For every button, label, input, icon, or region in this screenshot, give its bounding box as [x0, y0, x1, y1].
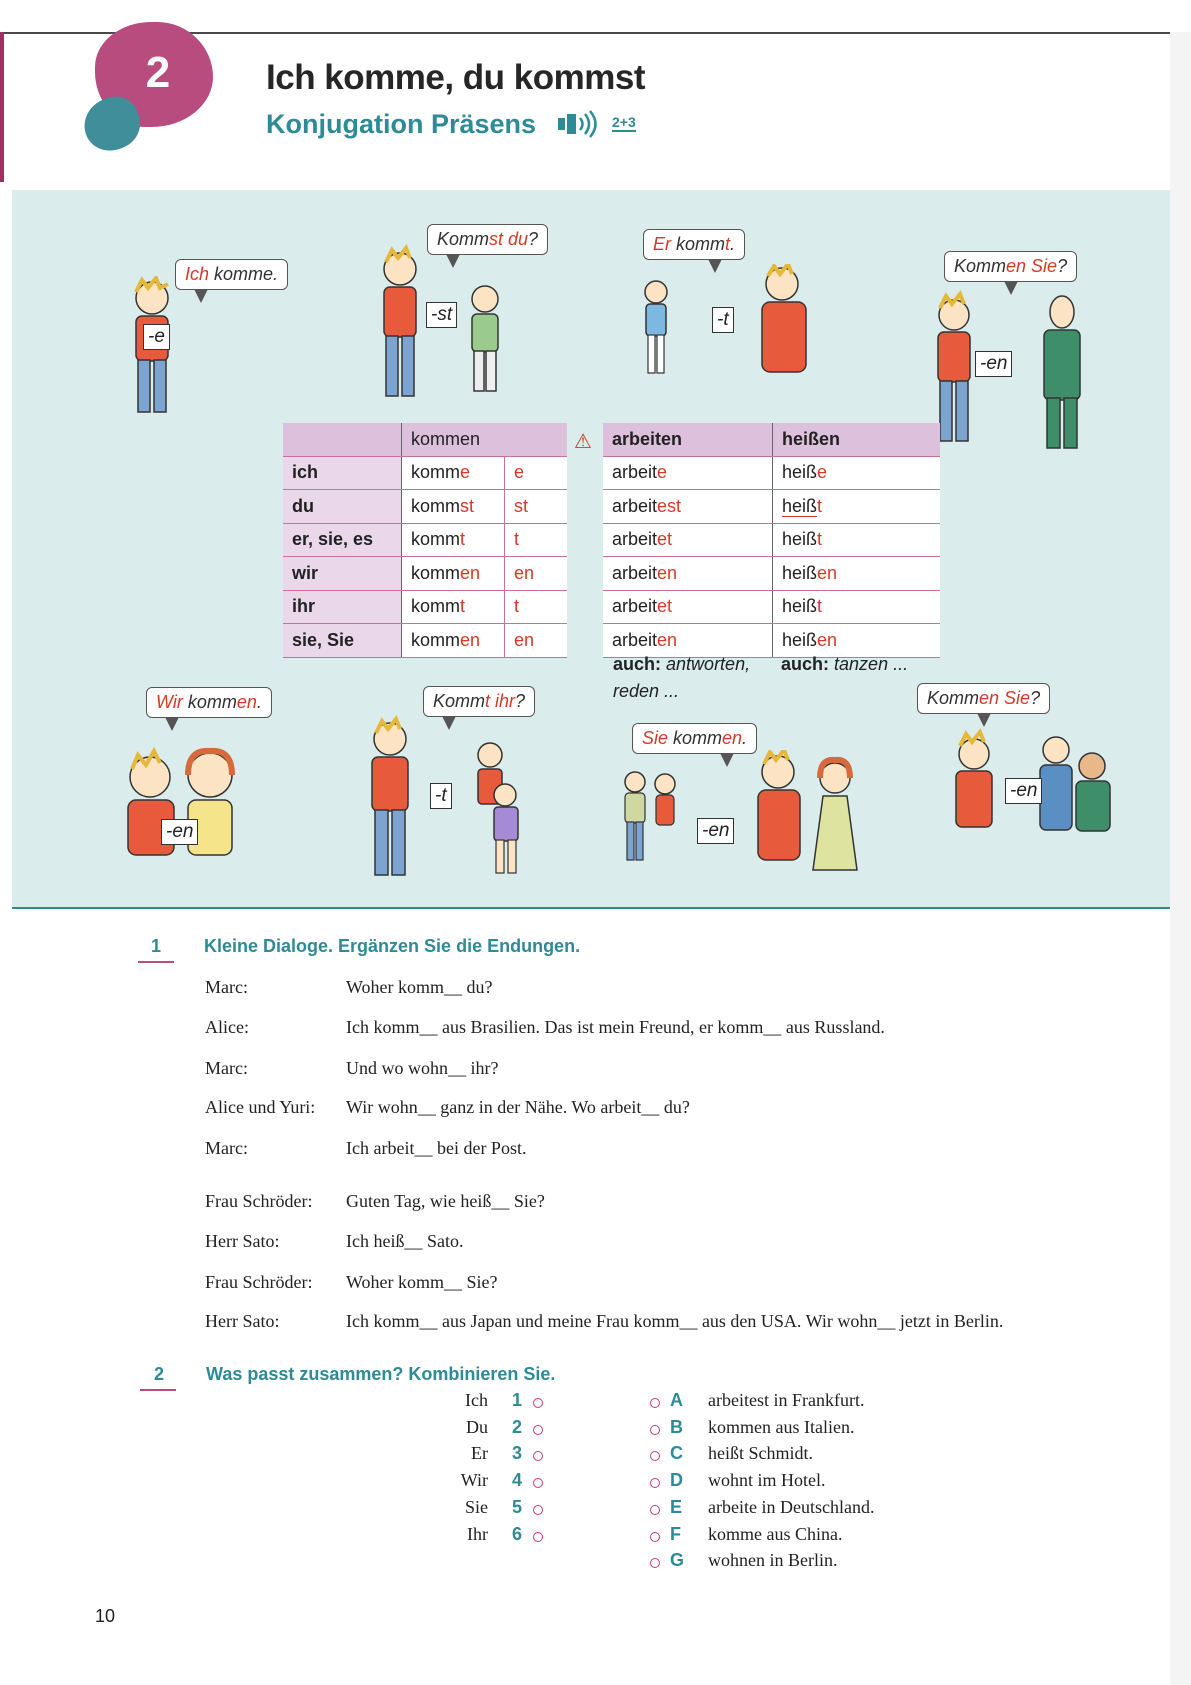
exercise-title: Kleine Dialoge. Ergänzen Sie die Endungen. — [204, 936, 581, 956]
verb-cell — [773, 590, 941, 624]
bubble-red-text: Wir — [156, 692, 183, 712]
pronoun-cell: ich — [283, 456, 402, 490]
match-number: 6 — [512, 1524, 523, 1544]
verb-ending: en — [460, 562, 481, 583]
match-letter: A — [670, 1390, 683, 1410]
match-pronoun: Ich — [465, 1390, 488, 1410]
match-phrase: heißt Schmidt. — [708, 1443, 813, 1463]
match-letter: F — [670, 1524, 681, 1544]
verb-cell — [402, 456, 505, 490]
boy-and-girl-figure — [118, 745, 248, 865]
verb-stem: heiß — [782, 596, 818, 617]
page-subtitle: Konjugation Präsens — [266, 109, 537, 139]
ending-card: -st — [426, 302, 457, 328]
verb-ending: t — [817, 596, 823, 617]
pronoun-cell: ihr — [283, 590, 402, 624]
bubble-text: Komm — [954, 256, 1007, 276]
auch-label: auch: — [613, 654, 662, 674]
verb-ending: e — [460, 462, 471, 483]
warning-icon: ⚠ — [574, 431, 592, 453]
pronoun-cell: er, sie, es — [283, 523, 402, 557]
dialogue-speaker: Herr Sato: — [205, 1231, 280, 1251]
dialogue-speaker: Frau Schröder: — [205, 1191, 313, 1211]
auch-note-arbeiten — [613, 651, 750, 705]
exercise-underline — [138, 961, 174, 963]
dialogue-line[interactable]: Ich komm__ aus Japan und meine Frau komm__ aus den USA. Wir wohn__ jetzt in Berlin. — [346, 1311, 1004, 1331]
match-connector-dot[interactable] — [533, 1425, 543, 1435]
match-connector-dot[interactable] — [533, 1532, 543, 1542]
dialogue-line[interactable]: Guten Tag, wie heiß__ Sie? — [346, 1191, 545, 1211]
verb-cell — [603, 523, 773, 557]
table-header-row — [283, 423, 567, 456]
dialogue-speaker: Alice und Yuri: — [205, 1097, 316, 1117]
speech-bubble — [917, 683, 1050, 714]
verb-cell — [773, 490, 941, 524]
ending-cell: t — [505, 523, 568, 557]
verb-ending: e — [657, 462, 668, 483]
table-row — [283, 624, 567, 658]
bubble-red-text: t ihr — [485, 691, 516, 711]
verb-ending: en — [817, 562, 838, 583]
speech-bubble — [944, 251, 1077, 282]
dialogue-speaker: Alice: — [205, 1017, 249, 1037]
ending-card: -en — [1005, 778, 1042, 804]
table-header-row — [603, 423, 940, 456]
ending-cell: st — [505, 490, 568, 524]
table-cell — [283, 423, 402, 456]
match-connector-dot[interactable] — [650, 1558, 660, 1568]
table-header-arbeiten: arbeiten — [603, 423, 773, 456]
bubble-text: Komm — [433, 691, 486, 711]
match-phrase: arbeitest in Frankfurt. — [708, 1390, 865, 1410]
bubble-text: komm — [668, 728, 723, 748]
verb-stem: heiß — [782, 462, 818, 483]
verb-stem: komm — [411, 495, 460, 516]
bubble-text: komm — [671, 234, 725, 254]
exercise-number: 2 — [154, 1364, 165, 1384]
bubble-red-text: st du — [489, 229, 529, 249]
verb-ending: et — [657, 596, 673, 617]
match-connector-dot[interactable] — [650, 1398, 660, 1408]
match-connector-dot[interactable] — [533, 1478, 543, 1488]
verb-cell — [773, 557, 941, 591]
bubble-text: . — [256, 692, 262, 712]
verb-stem: komm — [411, 529, 460, 550]
bubble-text: Komm — [927, 688, 980, 708]
dialogue-line[interactable]: Und wo wohn__ ihr? — [346, 1058, 499, 1078]
ending-card: -t — [712, 307, 734, 333]
match-letter: G — [670, 1550, 685, 1570]
bubble-red-text: Sie — [642, 728, 669, 748]
verb-cell — [402, 590, 505, 624]
ending-card: -en — [161, 819, 198, 845]
panel-divider — [12, 907, 1170, 909]
verb-ending: et — [657, 529, 673, 550]
bubble-text: komme. — [209, 264, 279, 284]
table-header-heissen: heißen — [773, 423, 941, 456]
table-row — [603, 557, 940, 591]
verb-cell — [402, 490, 505, 524]
table-row — [283, 557, 567, 591]
bubble-text: . — [742, 728, 748, 748]
audio-speaker-icon[interactable] — [556, 110, 604, 138]
verb-stem: heiß — [782, 629, 818, 650]
verb-stem: heiß — [782, 495, 818, 516]
audio-track-number[interactable]: 2+3 — [612, 114, 636, 130]
page-title: Ich komme, du kommst — [266, 58, 645, 97]
exercise-number: 1 — [151, 936, 162, 956]
verb-cell — [402, 557, 505, 591]
ending-cell: e — [505, 456, 568, 490]
table-row — [283, 456, 567, 490]
ending-cell: en — [505, 557, 568, 591]
dialogue-speaker: Frau Schröder: — [205, 1272, 313, 1292]
verb-ending: t — [817, 529, 823, 550]
table-row — [603, 490, 940, 524]
page-right-edge — [1170, 32, 1191, 1685]
match-letter: E — [670, 1497, 683, 1517]
auch-verb: reden ... — [613, 681, 680, 701]
boy-figure — [112, 276, 192, 426]
page-left-edge — [0, 32, 4, 182]
verb-stem: arbeit — [612, 462, 658, 483]
match-phrase: komme aus China. — [708, 1524, 843, 1544]
bubble-text: ? — [528, 229, 539, 249]
dialogue-speaker: Marc: — [205, 977, 248, 997]
match-phrase: kommen aus Italien. — [708, 1417, 855, 1437]
verb-cell — [773, 523, 941, 557]
pronoun-cell: du — [283, 490, 402, 524]
bubble-text: ? — [1030, 688, 1041, 708]
dialogue-line[interactable]: Woher komm__ du? — [346, 977, 493, 997]
dialogue-speaker: Marc: — [205, 1058, 248, 1078]
verb-ending: en — [460, 629, 481, 650]
verb-stem: arbeit — [612, 495, 658, 516]
dialogue-line[interactable]: Wir wohn__ ganz in der Nähe. Wo arbeit__ du? — [346, 1097, 690, 1117]
chapter-number: 2 — [145, 48, 171, 97]
verb-ending: en — [657, 629, 678, 650]
pronoun-cell: wir — [283, 557, 402, 591]
verb-ending: t — [460, 596, 466, 617]
page-number: 10 — [95, 1606, 116, 1626]
match-connector-dot[interactable] — [533, 1398, 543, 1408]
dialogue-line[interactable]: Ich arbeit__ bei der Post. — [346, 1138, 527, 1158]
match-letter: D — [670, 1470, 683, 1490]
group-figure — [615, 750, 865, 880]
verb-ending: est — [657, 495, 682, 516]
bubble-text: ? — [515, 691, 526, 711]
match-connector-dot[interactable] — [650, 1425, 660, 1435]
match-number: 1 — [512, 1390, 523, 1410]
verb-stem: arbeit — [612, 629, 658, 650]
verb-stem: arbeit — [612, 562, 658, 583]
verb-cell — [603, 456, 773, 490]
verb-stem: komm — [411, 562, 460, 583]
exercise-title: Was passt zusammen? Kombinieren Sie. — [206, 1364, 556, 1384]
verb-stem: komm — [411, 462, 460, 483]
match-number: 3 — [512, 1443, 523, 1463]
match-connector-dot[interactable] — [650, 1478, 660, 1488]
bubble-red-text: Er — [653, 234, 671, 254]
verb-stem: komm — [411, 629, 460, 650]
bubble-text: Komm — [437, 229, 490, 249]
auch-note-heissen — [781, 651, 908, 678]
dialogue-speaker: Marc: — [205, 1138, 248, 1158]
verb-cell — [402, 624, 505, 658]
dialogue-line[interactable]: Ich heiß__ Sato. — [346, 1231, 464, 1251]
verb-cell — [402, 523, 505, 557]
pronoun-cell: sie, Sie — [283, 624, 402, 658]
verb-stem: arbeit — [612, 529, 658, 550]
bubble-red-text: en Sie — [979, 688, 1031, 708]
conjugation-table-arbeiten-heissen — [603, 423, 940, 658]
match-pronoun: Ihr — [467, 1524, 488, 1544]
verb-ending: en — [657, 562, 678, 583]
ending-cell: en — [505, 624, 568, 658]
bubble-red-text: en — [722, 728, 743, 748]
auch-label: auch: — [781, 654, 830, 674]
verb-ending: st — [460, 495, 475, 516]
auch-verb: antworten, — [666, 654, 751, 674]
ending-card: -en — [975, 351, 1012, 377]
dialogue-line[interactable]: Woher komm__ Sie? — [346, 1272, 498, 1292]
verb-ending: e — [817, 462, 828, 483]
verb-stem: heiß — [782, 529, 818, 550]
match-letter: B — [670, 1417, 683, 1437]
table-row — [283, 523, 567, 557]
table-row — [603, 590, 940, 624]
match-pronoun: Wir — [460, 1470, 488, 1490]
verb-cell — [603, 490, 773, 524]
bubble-red-text: t — [725, 234, 731, 254]
match-number: 4 — [512, 1470, 523, 1490]
speech-bubble — [423, 686, 535, 717]
verb-stem: komm — [411, 596, 460, 617]
table-row — [603, 523, 940, 557]
dialogue-line[interactable]: Ich komm__ aus Brasilien. Das ist mein Freund, er komm__ aus Russland. — [346, 1017, 885, 1037]
dialogue-speaker: Herr Sato: — [205, 1311, 280, 1331]
speech-bubble — [643, 229, 745, 260]
match-phrase: arbeite in Deutschland. — [708, 1497, 875, 1517]
verb-cell — [603, 590, 773, 624]
verb-ending: en — [817, 629, 838, 650]
verb-cell — [603, 557, 773, 591]
match-connector-dot[interactable] — [533, 1451, 543, 1461]
match-connector-dot[interactable] — [650, 1505, 660, 1515]
match-pronoun: Sie — [464, 1497, 488, 1517]
conjugation-table-kommen — [283, 423, 567, 658]
ending-card: -e — [143, 324, 170, 350]
bubble-red-text: Ich — [185, 264, 210, 284]
table-row — [603, 456, 940, 490]
match-number: 2 — [512, 1417, 523, 1437]
ending-cell: t — [505, 590, 568, 624]
verb-stem: arbeit — [612, 596, 658, 617]
ending-card: -t — [430, 783, 452, 809]
speech-bubble — [146, 687, 272, 718]
match-letter: C — [670, 1443, 683, 1463]
bubble-text: ? — [1057, 256, 1068, 276]
bubble-text: komm — [182, 692, 237, 712]
bubble-red-text: en — [236, 692, 257, 712]
ending-card: -en — [697, 818, 734, 844]
match-phrase: wohnt im Hotel. — [708, 1470, 826, 1490]
match-number: 5 — [512, 1497, 523, 1517]
match-pronoun: Du — [466, 1417, 488, 1437]
match-connector-dot[interactable] — [533, 1505, 543, 1515]
verb-ending: t — [460, 529, 466, 550]
exercise-underline — [140, 1389, 176, 1391]
verb-cell — [773, 456, 941, 490]
match-connector-dot[interactable] — [650, 1532, 660, 1542]
match-phrase: wohnen in Berlin. — [708, 1550, 838, 1570]
table-row — [283, 490, 567, 524]
table-row — [283, 590, 567, 624]
match-pronoun: Er — [471, 1443, 488, 1463]
table-header-kommen: kommen — [402, 423, 568, 456]
bubble-text: . — [730, 234, 736, 254]
verb-stem: heiß — [782, 562, 818, 583]
bubble-red-text: en Sie — [1006, 256, 1058, 276]
match-connector-dot[interactable] — [650, 1451, 660, 1461]
auch-verb: tanzen ... — [834, 654, 909, 674]
verb-ending: t — [817, 495, 823, 516]
